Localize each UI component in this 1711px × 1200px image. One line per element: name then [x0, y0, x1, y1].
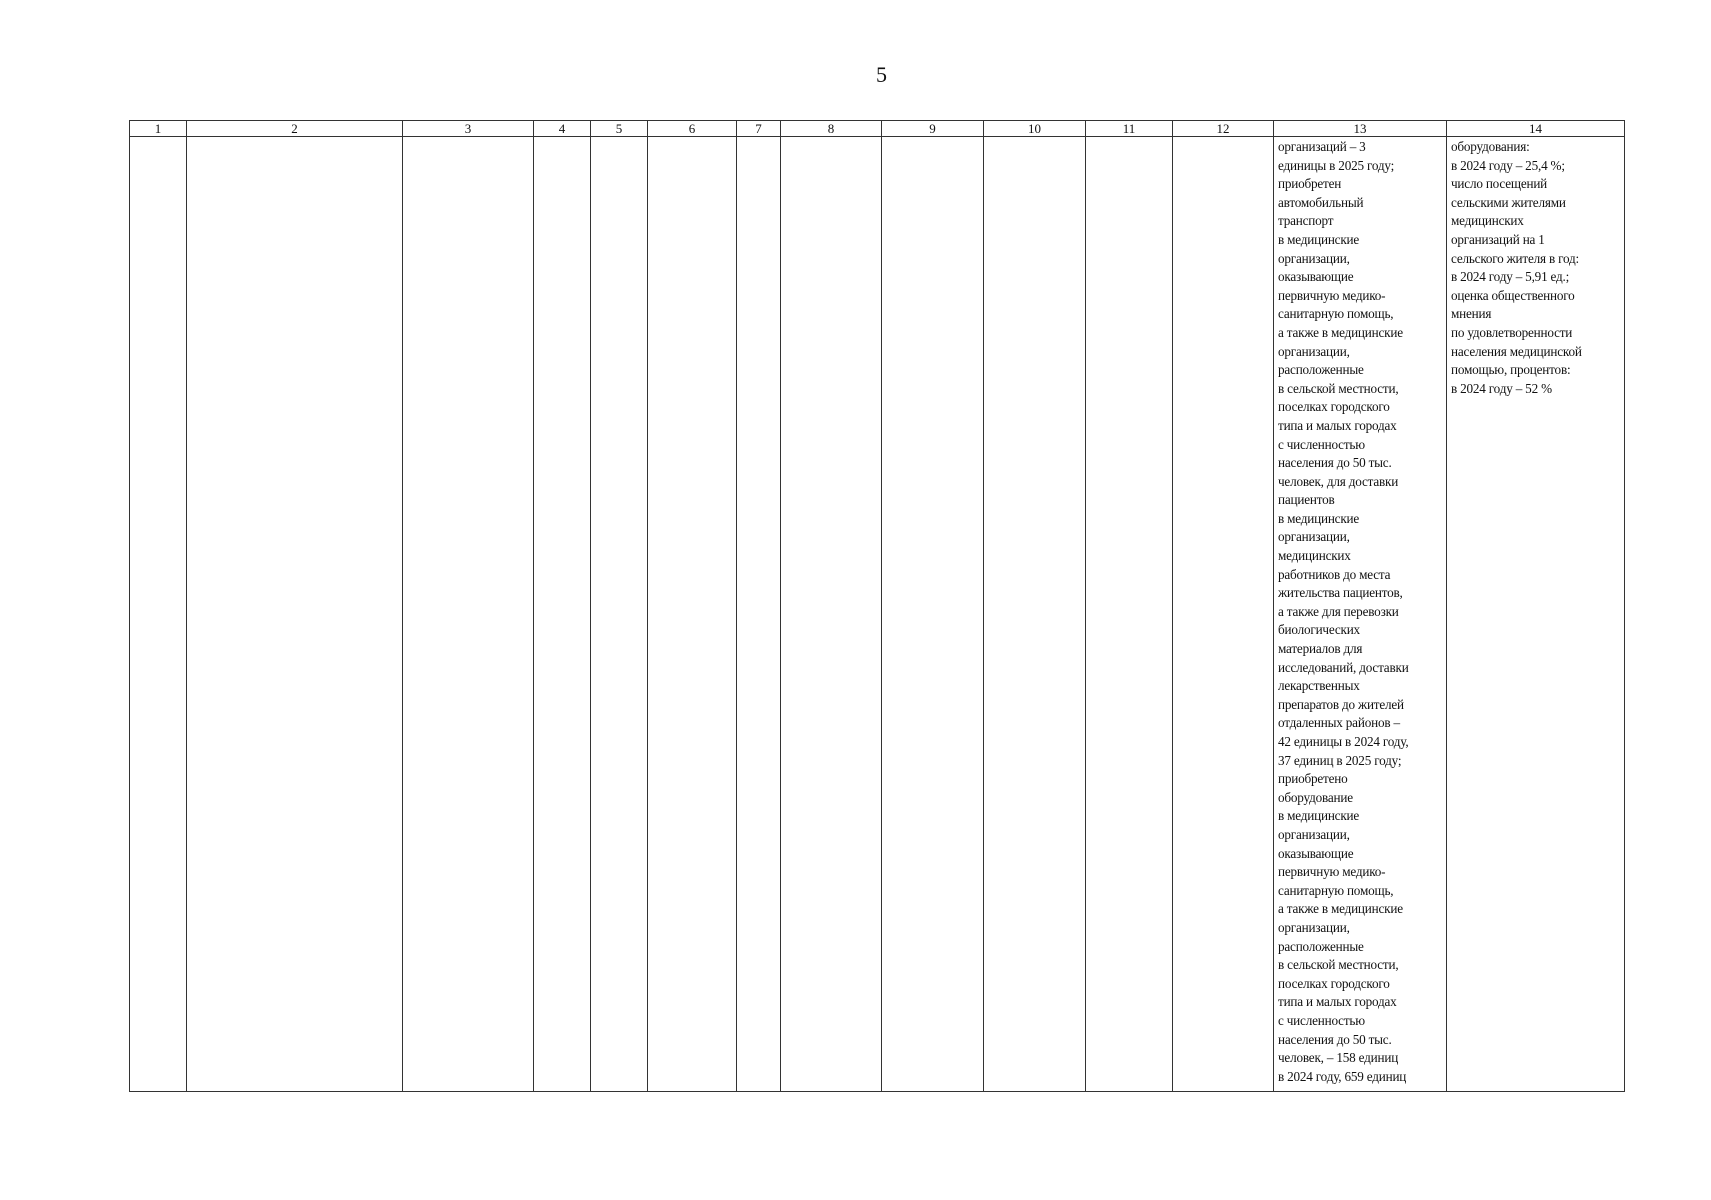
cell-text-col2	[187, 137, 402, 138]
cell-text-col10	[984, 137, 1085, 138]
table-cell-col11	[1086, 137, 1173, 1092]
header-row	[130, 121, 1625, 137]
table-cell-col7	[737, 137, 781, 1092]
cell-text-col1	[130, 137, 186, 138]
table-cell-col8	[781, 137, 882, 1092]
table-cell-col14	[1447, 137, 1625, 1092]
column-header-2: 2	[187, 121, 403, 137]
table-cell-col2	[187, 137, 403, 1092]
cell-text-col5	[591, 137, 647, 138]
column-header-4: 4	[534, 121, 591, 137]
cell-text-col3	[403, 137, 533, 138]
cell-text-col11	[1086, 137, 1172, 138]
column-header-10: 10	[984, 121, 1086, 137]
table-cell-col4	[534, 137, 591, 1092]
document-table	[129, 120, 1625, 1092]
table-row	[130, 137, 1625, 1092]
column-header-14: 14	[1447, 121, 1625, 137]
column-header-8: 8	[781, 121, 882, 137]
column-header-11: 11	[1086, 121, 1173, 137]
column-header-13: 13	[1274, 121, 1447, 137]
cell-text-col14: оборудования: в 2024 году – 25,4 %; число посещений сельскими жителями медицинских организаций на 1 сельского жителя в год: в 2024 году – 5,91 ед.; оценка общественного мнения по удовлетворенности населения медицинской помощью, процентов: в 2024 году – 52 %	[1451, 139, 1582, 396]
cell-text-col6	[648, 137, 736, 138]
table-cell-col12	[1173, 137, 1274, 1092]
table-cell-col3	[403, 137, 534, 1092]
table-cell-col10	[984, 137, 1086, 1092]
cell-text-col7	[737, 137, 780, 138]
table-cell-col13	[1274, 137, 1447, 1092]
table-cell-col6	[648, 137, 737, 1092]
table-cell-col1	[130, 137, 187, 1092]
column-header-1: 1	[130, 121, 187, 137]
cell-text-col13: организаций – 3 единицы в 2025 году; приобретен автомобильный транспорт в медицинские организации, оказывающие первичную медико- санитарную помощь, а также в медицинские организации, расположенные в сельской местности, поселках городского типа и малых городах с численностью населения до 50 тыс. человек, для доставки пациентов в медицинские организации, медицинских работников до места жительства пациентов, а также для перевозки биологических материалов для исследований, доставки лекарственных препаратов до жителей отдаленных районов – 42 единицы в 2024 году, 37 единиц в 2025 году; приобретено оборудование в медицинские организации, оказывающие первичную медико- санитарную помощь, а также в медицинские организации, расположенные в сельской местности, поселках городского типа и малых городах с численностью населения до 50 тыс. человек, – 158 единиц в 2024 году, 659 единиц	[1278, 139, 1409, 1084]
column-header-6: 6	[648, 121, 737, 137]
table-cell-col5	[591, 137, 648, 1092]
column-header-3: 3	[403, 121, 534, 137]
table-cell-col9	[882, 137, 984, 1092]
cell-text-col8	[781, 137, 881, 138]
column-header-7: 7	[737, 121, 781, 137]
cell-text-col9	[882, 137, 983, 138]
column-header-12: 12	[1173, 121, 1274, 137]
cell-text-col12	[1173, 137, 1273, 138]
column-header-5: 5	[591, 121, 648, 137]
column-header-9: 9	[882, 121, 984, 137]
page-number: 5	[876, 62, 887, 87]
cell-text-col4	[534, 137, 590, 138]
